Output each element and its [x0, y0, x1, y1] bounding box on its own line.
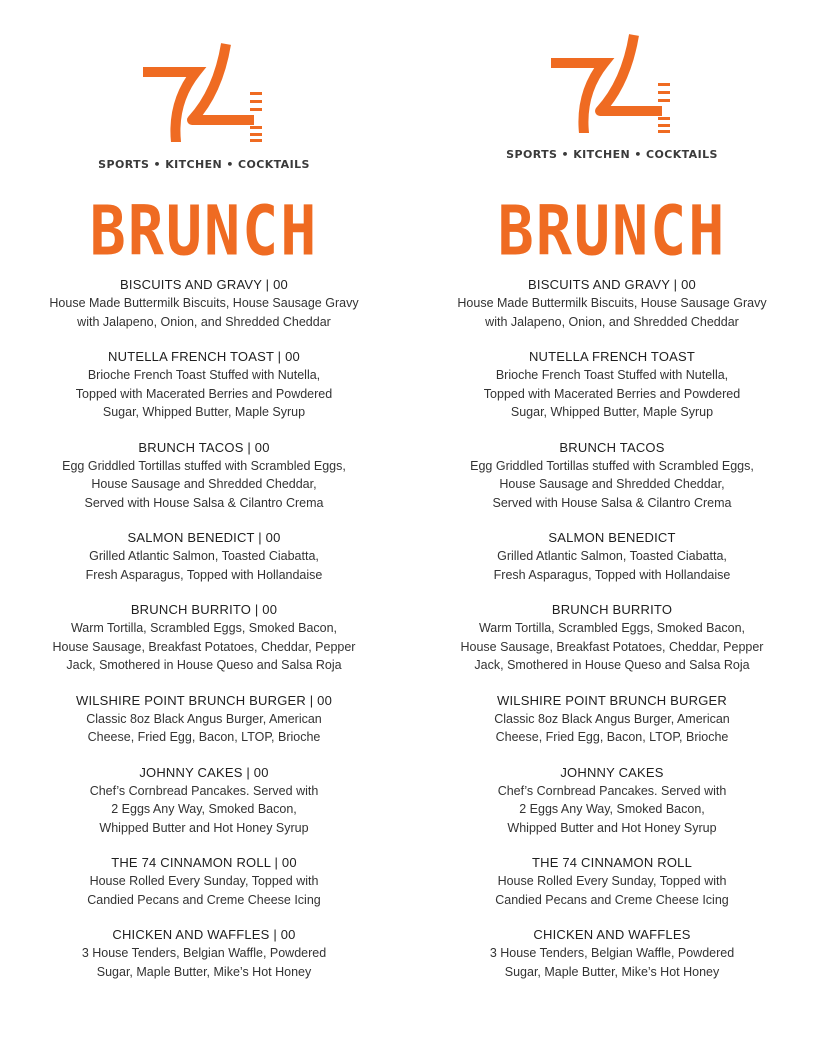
menu-item-description: Chef’s Cornbread Pancakes. Served with 2 Eggs Any Way, Smoked Bacon, Whipped Butter and Hot Honey Syrup — [89, 783, 319, 835]
menu-item — [432, 692, 792, 747]
menu-item — [24, 439, 384, 513]
menu-item-title: THE 74 CINNAMON ROLL | 00 — [111, 855, 297, 870]
menu-list — [432, 276, 792, 998]
menu-item-description: Classic 8oz Black Angus Burger, American Cheese, Fried Egg, Bacon, LTOP, Brioche — [494, 711, 730, 744]
menu-item-description: Grilled Atlantic Salmon, Toasted Ciabatta, Fresh Asparagus, Topped with Hollandaise — [85, 549, 323, 582]
menu-item — [24, 692, 384, 747]
menu-item-description: House Rolled Every Sunday, Topped with Candied Pecans and Creme Cheese Icing — [495, 874, 729, 907]
menu-item-title: BRUNCH TACOS — [559, 439, 665, 455]
menu-item — [432, 764, 792, 838]
menu-item — [432, 276, 792, 331]
menu-item-title: WILSHIRE POINT BRUNCH BURGER | 00 — [75, 692, 333, 708]
menu-item — [432, 601, 792, 675]
menu-item-title: JOHNNY CAKES — [560, 764, 664, 780]
menu-item — [24, 854, 384, 909]
menu-item — [432, 926, 792, 981]
menu-item-title: NUTELLA FRENCH TOAST | 00 — [108, 349, 300, 364]
menu-item-title: BRUNCH TACOS | 00 — [138, 439, 270, 455]
menu-item — [432, 529, 792, 584]
menu-item-description: Grilled Atlantic Salmon, Toasted Ciabatta, Fresh Asparagus, Topped with Hollandaise — [493, 549, 731, 582]
menu-item-title: JOHNNY CAKES | 00 — [139, 764, 269, 780]
menu-item-description: Brioche French Toast Stuffed with Nutella, Topped with Macerated Berries and Powdered Sugar, Whipped Butter, Maple Syrup — [483, 368, 741, 419]
menu-item — [24, 529, 384, 584]
restaurant-logo — [24, 0, 384, 180]
menu-item-title: NUTELLA FRENCH TOAST — [528, 349, 696, 364]
page-heading: BRUNCH — [89, 191, 319, 272]
menu-item — [24, 348, 384, 422]
logo-tagline: SPORTS • KITCHEN • COCKTAILS — [98, 158, 310, 171]
menu-item — [24, 601, 384, 675]
logo-74-icon — [550, 33, 680, 133]
menu-item-description: Warm Tortilla, Scrambled Eggs, Smoked Bacon, House Sausage, Breakfast Potatoes, Cheddar, Pepper Jack, Smothered in House Queso and Salsa Roja — [52, 621, 356, 672]
menu-item-description: Egg Griddled Tortillas stuffed with Scrambled Eggs, House Sausage and Shredded Cheddar, Served with House Salsa & Cilantro Crema — [62, 458, 346, 510]
menu-item-title: BISCUITS AND GRAVY | 00 — [120, 277, 288, 292]
menu-item-title: SALMON BENEDICT — [548, 530, 676, 545]
menu-item-description: House Made Buttermilk Biscuits, House Sausage Gravy with Jalapeno, Onion, and Shredded Cheddar — [457, 296, 767, 329]
menu-item-description: House Rolled Every Sunday, Topped with Candied Pecans and Creme Cheese Icing — [87, 874, 321, 907]
menu-item-description: House Made Buttermilk Biscuits, House Sausage Gravy with Jalapeno, Onion, and Shredded Cheddar — [49, 296, 359, 329]
menu-item-description: Classic 8oz Black Angus Burger, American Cheese, Fried Egg, Bacon, LTOP, Brioche — [86, 711, 322, 744]
menu-item-title: WILSHIRE POINT BRUNCH BURGER — [497, 692, 727, 708]
menu-item-title: BRUNCH BURRITO — [551, 602, 673, 617]
menu-item-title: CHICKEN AND WAFFLES — [533, 927, 691, 942]
menu-item-title: CHICKEN AND WAFFLES | 00 — [112, 927, 296, 942]
menu-item-title: SALMON BENEDICT | 00 — [127, 530, 281, 545]
menu-item-description: 3 House Tenders, Belgian Waffle, Powdered Sugar, Maple Butter, Mike’s Hot Honey — [489, 946, 735, 979]
menu-item — [432, 348, 792, 422]
menu-item-title: BISCUITS AND GRAVY | 00 — [528, 277, 696, 292]
menu-item-description: Egg Griddled Tortillas stuffed with Scrambled Eggs, House Sausage and Shredded Cheddar, Served with House Salsa & Cilantro Crema — [470, 458, 754, 510]
menu-item — [24, 764, 384, 838]
menu-item-description: 3 House Tenders, Belgian Waffle, Powdered Sugar, Maple Butter, Mike’s Hot Honey — [81, 946, 327, 979]
restaurant-logo — [432, 0, 792, 170]
page-heading: BRUNCH — [497, 191, 727, 272]
menu-item — [24, 926, 384, 981]
menu-item — [432, 439, 792, 513]
logo-tagline: SPORTS • KITCHEN • COCKTAILS — [506, 148, 718, 161]
menu-item-title: BRUNCH BURRITO | 00 — [130, 602, 278, 617]
menu-item — [24, 276, 384, 331]
menu-list — [24, 276, 384, 998]
menu-item-title: THE 74 CINNAMON ROLL — [531, 855, 693, 870]
menu-item-description: Warm Tortilla, Scrambled Eggs, Smoked Bacon, House Sausage, Breakfast Potatoes, Cheddar, Pepper Jack, Smothered in House Queso and Salsa Roja — [460, 621, 764, 672]
menu-item-description: Chef’s Cornbread Pancakes. Served with 2 Eggs Any Way, Smoked Bacon, Whipped Butter and Hot Honey Syrup — [497, 783, 727, 835]
menu-item-description: Brioche French Toast Stuffed with Nutella, Topped with Macerated Berries and Powdered Sugar, Whipped Butter, Maple Syrup — [75, 368, 333, 419]
menu-item — [432, 854, 792, 909]
logo-74-icon — [142, 42, 272, 142]
